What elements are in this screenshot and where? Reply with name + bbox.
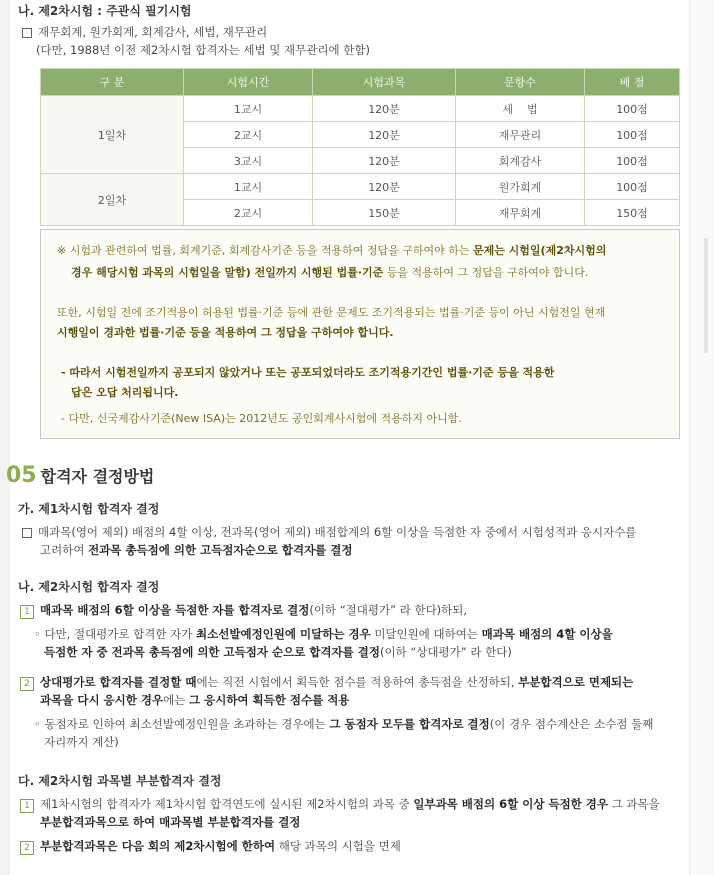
da-item1-line1: 1 제1차시험의 합격자가 제1차시험 합격연도에 실시된 제2차시험의 과목 중 일부과목 배점의 6할 이상 득점한 경우 그 과목을 [20, 796, 660, 813]
table-cell: 세 법 [456, 96, 585, 122]
da-item2: 2 부분합격과목은 다음 회의 제2차시험에 한하여 해당 과목의 시험을 면제 [20, 838, 401, 855]
circle-number-icon: 1 [20, 605, 34, 619]
notice-line: - 따라서 시험전일까지 공포되지 않았거나 또는 공포되었더라도 조기적용기간인 법률·기준 등을 적용한 [61, 366, 555, 379]
na2-sub2-line1: ◦ 동점자로 인하여 최소선발예정인원을 초과하는 경우에는 그 동점자 모두를 합격자로 결정(이 경우 점수계산은 소수점 둘째 [34, 717, 654, 731]
table-header-row [41, 69, 680, 96]
table-cell: 120분 [313, 174, 456, 200]
table-cell: 150분 [313, 200, 456, 226]
circle-number-icon: 2 [20, 677, 34, 691]
section-na-title: 나. 제2차시험 : 주관식 필기시험 [18, 4, 192, 18]
section-title: 합격자 결정방법 [40, 467, 155, 486]
notice-line: 시행일이 경과한 법률·기준 등을 적용하여 그 정답을 구하여야 합니다. [57, 326, 394, 339]
da-title: 다. 제2차시험 과목별 부분합격자 결정 [18, 774, 222, 788]
circle-number-icon: 1 [20, 799, 34, 813]
ga-text-line2: 고려하여 전과목 총득점에 의한 고득점자순으로 합격자를 결정 [40, 543, 353, 557]
table-header: 배 점 [585, 69, 680, 96]
table-cell: 100점 [585, 174, 680, 200]
table-cell: 120분 [313, 122, 456, 148]
table-cell: 회계감사 [456, 148, 585, 174]
ga-title: 가. 제1차시험 합격자 결정 [18, 502, 160, 516]
table-cell: 120분 [313, 148, 456, 174]
square-bullet-icon [22, 528, 32, 538]
table-cell: 재무회계 [456, 200, 585, 226]
na2-sub1-line2: 득점한 자 중 전과목 총득점에 의한 고득점자 순으로 합격자를 결정(이하 “상대평가” 라 한다) [44, 645, 512, 659]
table-cell: 100점 [585, 122, 680, 148]
exam-schedule-table [40, 68, 680, 226]
table-row [41, 174, 680, 200]
notice-line: 답은 오답 처리됩니다. [71, 386, 179, 399]
left-margin-band [0, 0, 10, 875]
notice-line: ※ 시험과 관련하여 법률, 회계기준, 회계감사기준 등을 적용하여 정답을 구하여야 하는 문제는 시험일(제2차시험의 [57, 244, 607, 257]
table-header: 구 분 [41, 69, 184, 96]
na2-item1: 1 매과목 배점의 6할 이상을 득점한 자를 합격자로 결정(이하 “절대평가” 라 한다)하되, [20, 602, 467, 619]
square-bullet-icon [22, 28, 32, 38]
day2-cell: 2일차 [41, 174, 184, 226]
circle-number-icon: 2 [20, 841, 34, 855]
table-cell: 1교시 [184, 96, 313, 122]
table-cell: 재무관리 [456, 122, 585, 148]
section-05-heading [6, 463, 154, 488]
na2-item2-line1: 2 상대평가로 합격자를 결정할 때에는 직전 시험에서 획득한 점수를 적용하여 총득점을 산정하되, 부분합격으로 면제되는 [20, 674, 633, 691]
right-scroll-band [689, 0, 714, 875]
table-header: 시험과목 [313, 69, 456, 96]
table-row [41, 96, 680, 122]
notice-box [40, 229, 680, 439]
na2-sub2-line2: 자리까지 계산) [44, 735, 119, 749]
table-cell: 100점 [585, 148, 680, 174]
table-cell: 2교시 [184, 122, 313, 148]
da-item1-line2: 부분합격과목으로 하여 매과목별 부분합격자를 결정 [40, 815, 301, 829]
scroll-thumb[interactable] [704, 238, 708, 353]
table-header: 문항수 [456, 69, 585, 96]
notice-line: 또한, 시험일 전에 조기적용이 허용된 법률·기준 등에 관한 문제도 조기적용되는 법률·기준 등이 아닌 시험전일 현재 [57, 306, 606, 319]
table-cell: 2교시 [184, 200, 313, 226]
table-cell: 원가회계 [456, 174, 585, 200]
notice-line: - 다만, 신국제감사기준(New ISA)는 2012년도 공인회계사시험에 적용하지 아니함. [61, 412, 462, 425]
table-cell: 1교시 [184, 174, 313, 200]
na2-sub1-line1: ◦ 다만, 절대평가로 합격한 자가 최소선발예정인원에 미달하는 경우 미달인원에 대하여는 매과목 배점의 4할 이상을 [34, 627, 613, 641]
table-header: 시험시간 [184, 69, 313, 96]
day1-cell: 1일차 [41, 96, 184, 174]
section-number: 05 [6, 463, 37, 488]
na2-title: 나. 제2차시험 합격자 결정 [18, 580, 160, 594]
notice-line: 경우 해당시험 과목의 시험일을 말함) 전일까지 시행된 법률·기준 등을 적용하여 그 정답을 구하여야 합니다. [71, 266, 589, 279]
table-cell: 100점 [585, 96, 680, 122]
table-cell: 3교시 [184, 148, 313, 174]
na-subjects: 재무회계, 원가회계, 회계감사, 세법, 재무관리 [22, 24, 267, 40]
table-cell: 150점 [585, 200, 680, 226]
na2-item2-line2: 과목을 다시 응시한 경우에는 그 응시하여 획득한 점수를 적용 [40, 693, 350, 707]
table-cell: 120분 [313, 96, 456, 122]
na-note: (다만, 1988년 이전 제2차시험 합격자는 세법 및 재무관리에 한함) [36, 43, 370, 57]
ga-text-line1: 매과목(영어 제외) 배점의 4할 이상, 전과목(영어 제외) 배점합계의 6할 이상을 득점한 자 중에서 시험성적과 응시자수를 [22, 524, 636, 540]
